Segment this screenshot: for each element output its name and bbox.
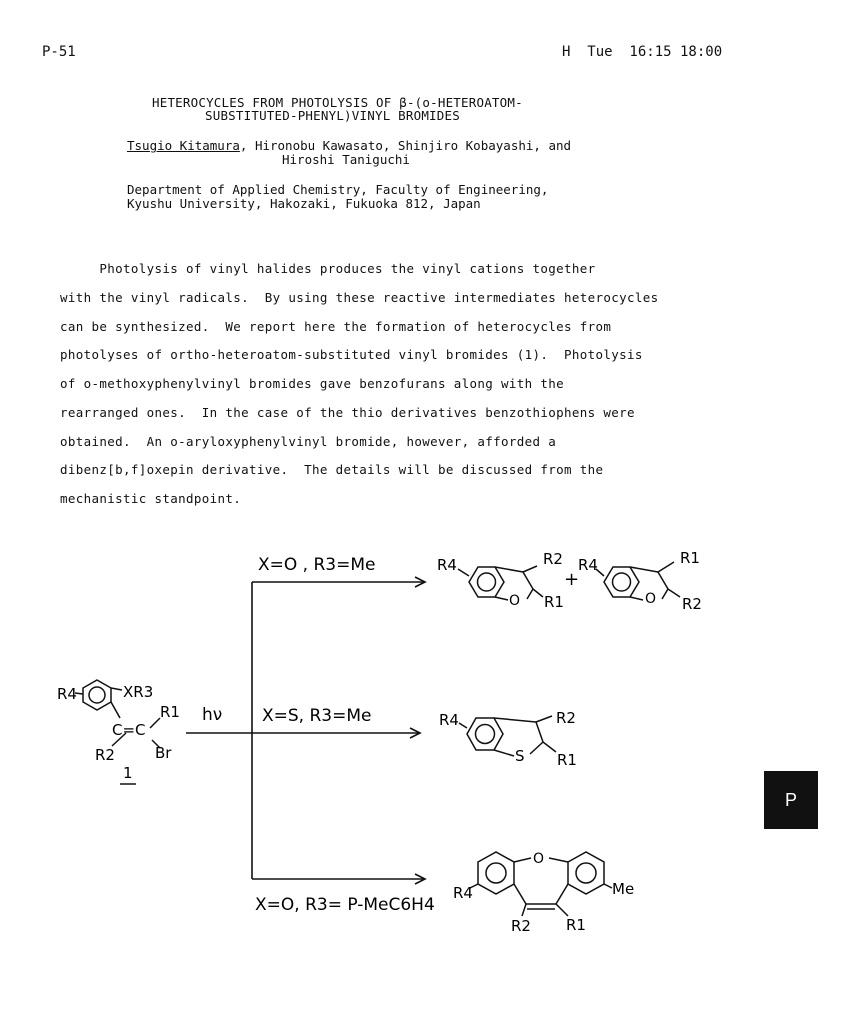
reactant-r2: R2 — [95, 746, 115, 764]
authors-line-2: Hiroshi Taniguchi — [282, 152, 410, 167]
product1-r4: R4 — [437, 556, 457, 574]
condition-o-aryl: X=O, R3= P-MeC6H4 — [255, 895, 435, 915]
title-line-1: HETEROCYCLES FROM PHOTOLYSIS OF β-(o-HETEROATOM- — [152, 95, 523, 110]
abstract-line: Photolysis of vinyl halides produces the vinyl cations together — [60, 261, 596, 276]
hv-label: hν — [202, 705, 223, 725]
authors-line-1 — [127, 138, 571, 153]
abstract-line: obtained. An o-aryloxyphenylvinyl bromide, however, afforded a — [60, 434, 557, 449]
product2-r2: R2 — [682, 595, 702, 613]
product2-o: O — [645, 591, 657, 607]
product4-r4: R4 — [453, 884, 473, 902]
plus-sign: + — [564, 569, 580, 590]
product2-r4: R4 — [578, 556, 598, 574]
benzothiophene-structure — [459, 716, 556, 756]
coauthors: , Hironobu Kawasato, Shinjiro Kobayashi, and — [239, 138, 572, 153]
abstract-line: dibenz[b,f]oxepin derivative. The details will be discussed from the — [60, 462, 604, 477]
reaction-scheme — [0, 530, 850, 950]
reactant-alkene: C=C — [112, 721, 146, 739]
abstract-line: rearranged ones. In the case of the thio derivatives benzothiophens were — [60, 405, 635, 420]
abstract-line: with the vinyl radicals. By using these reactive intermediates heterocycles — [60, 290, 659, 305]
condition-o-me: X=O , R3=Me — [258, 555, 376, 575]
product4-r1: R1 — [566, 916, 586, 934]
benzofuran-structure — [458, 566, 543, 600]
abstract-line: mechanistic standpoint. — [60, 491, 242, 506]
presenting-author: Tsugio Kitamura — [127, 138, 240, 153]
affiliation-line-1: Department of Applied Chemistry, Faculty of Engineering, — [127, 182, 549, 197]
condition-s-me: X=S, R3=Me — [262, 706, 372, 726]
reactant-xr3: XR3 — [123, 683, 154, 701]
page-code: P-51 — [42, 44, 76, 60]
title-line-2: SUBSTITUTED-PHENYL)VINYL BROMIDES — [205, 108, 460, 123]
product1-o: O — [509, 593, 521, 609]
abstract-line: of o-methoxyphenylvinyl bromides gave benzofurans along with the — [60, 376, 565, 391]
product1-r2: R2 — [543, 550, 563, 568]
product3-s: S — [515, 747, 525, 765]
product4-r2: R2 — [511, 917, 531, 935]
abstract-line: photolyses of ortho-heteroatom-substituted vinyl bromides (1). Photolysis — [60, 347, 643, 362]
product3-r4: R4 — [439, 711, 459, 729]
product1-r1: R1 — [544, 593, 564, 611]
product4-me: Me — [612, 880, 635, 898]
product2-r1: R1 — [680, 549, 700, 567]
reactant-r4: R4 — [57, 685, 77, 703]
section-tab: P — [764, 771, 818, 829]
reactant-r1: R1 — [160, 703, 180, 721]
abstract-line: can be synthesized. We report here the formation of heterocycles from — [60, 319, 612, 334]
product3-r2: R2 — [556, 709, 576, 727]
affiliation-line-2: Kyushu University, Hakozaki, Fukuoka 812, Japan — [127, 196, 481, 211]
session-time: H Tue 16:15 18:00 — [562, 44, 723, 60]
compound-number: 1 — [123, 764, 133, 782]
rearranged-benzofuran-structure — [596, 562, 680, 600]
product3-r1: R1 — [557, 751, 577, 769]
reactant-br: Br — [155, 744, 172, 762]
product4-o: O — [533, 851, 545, 867]
